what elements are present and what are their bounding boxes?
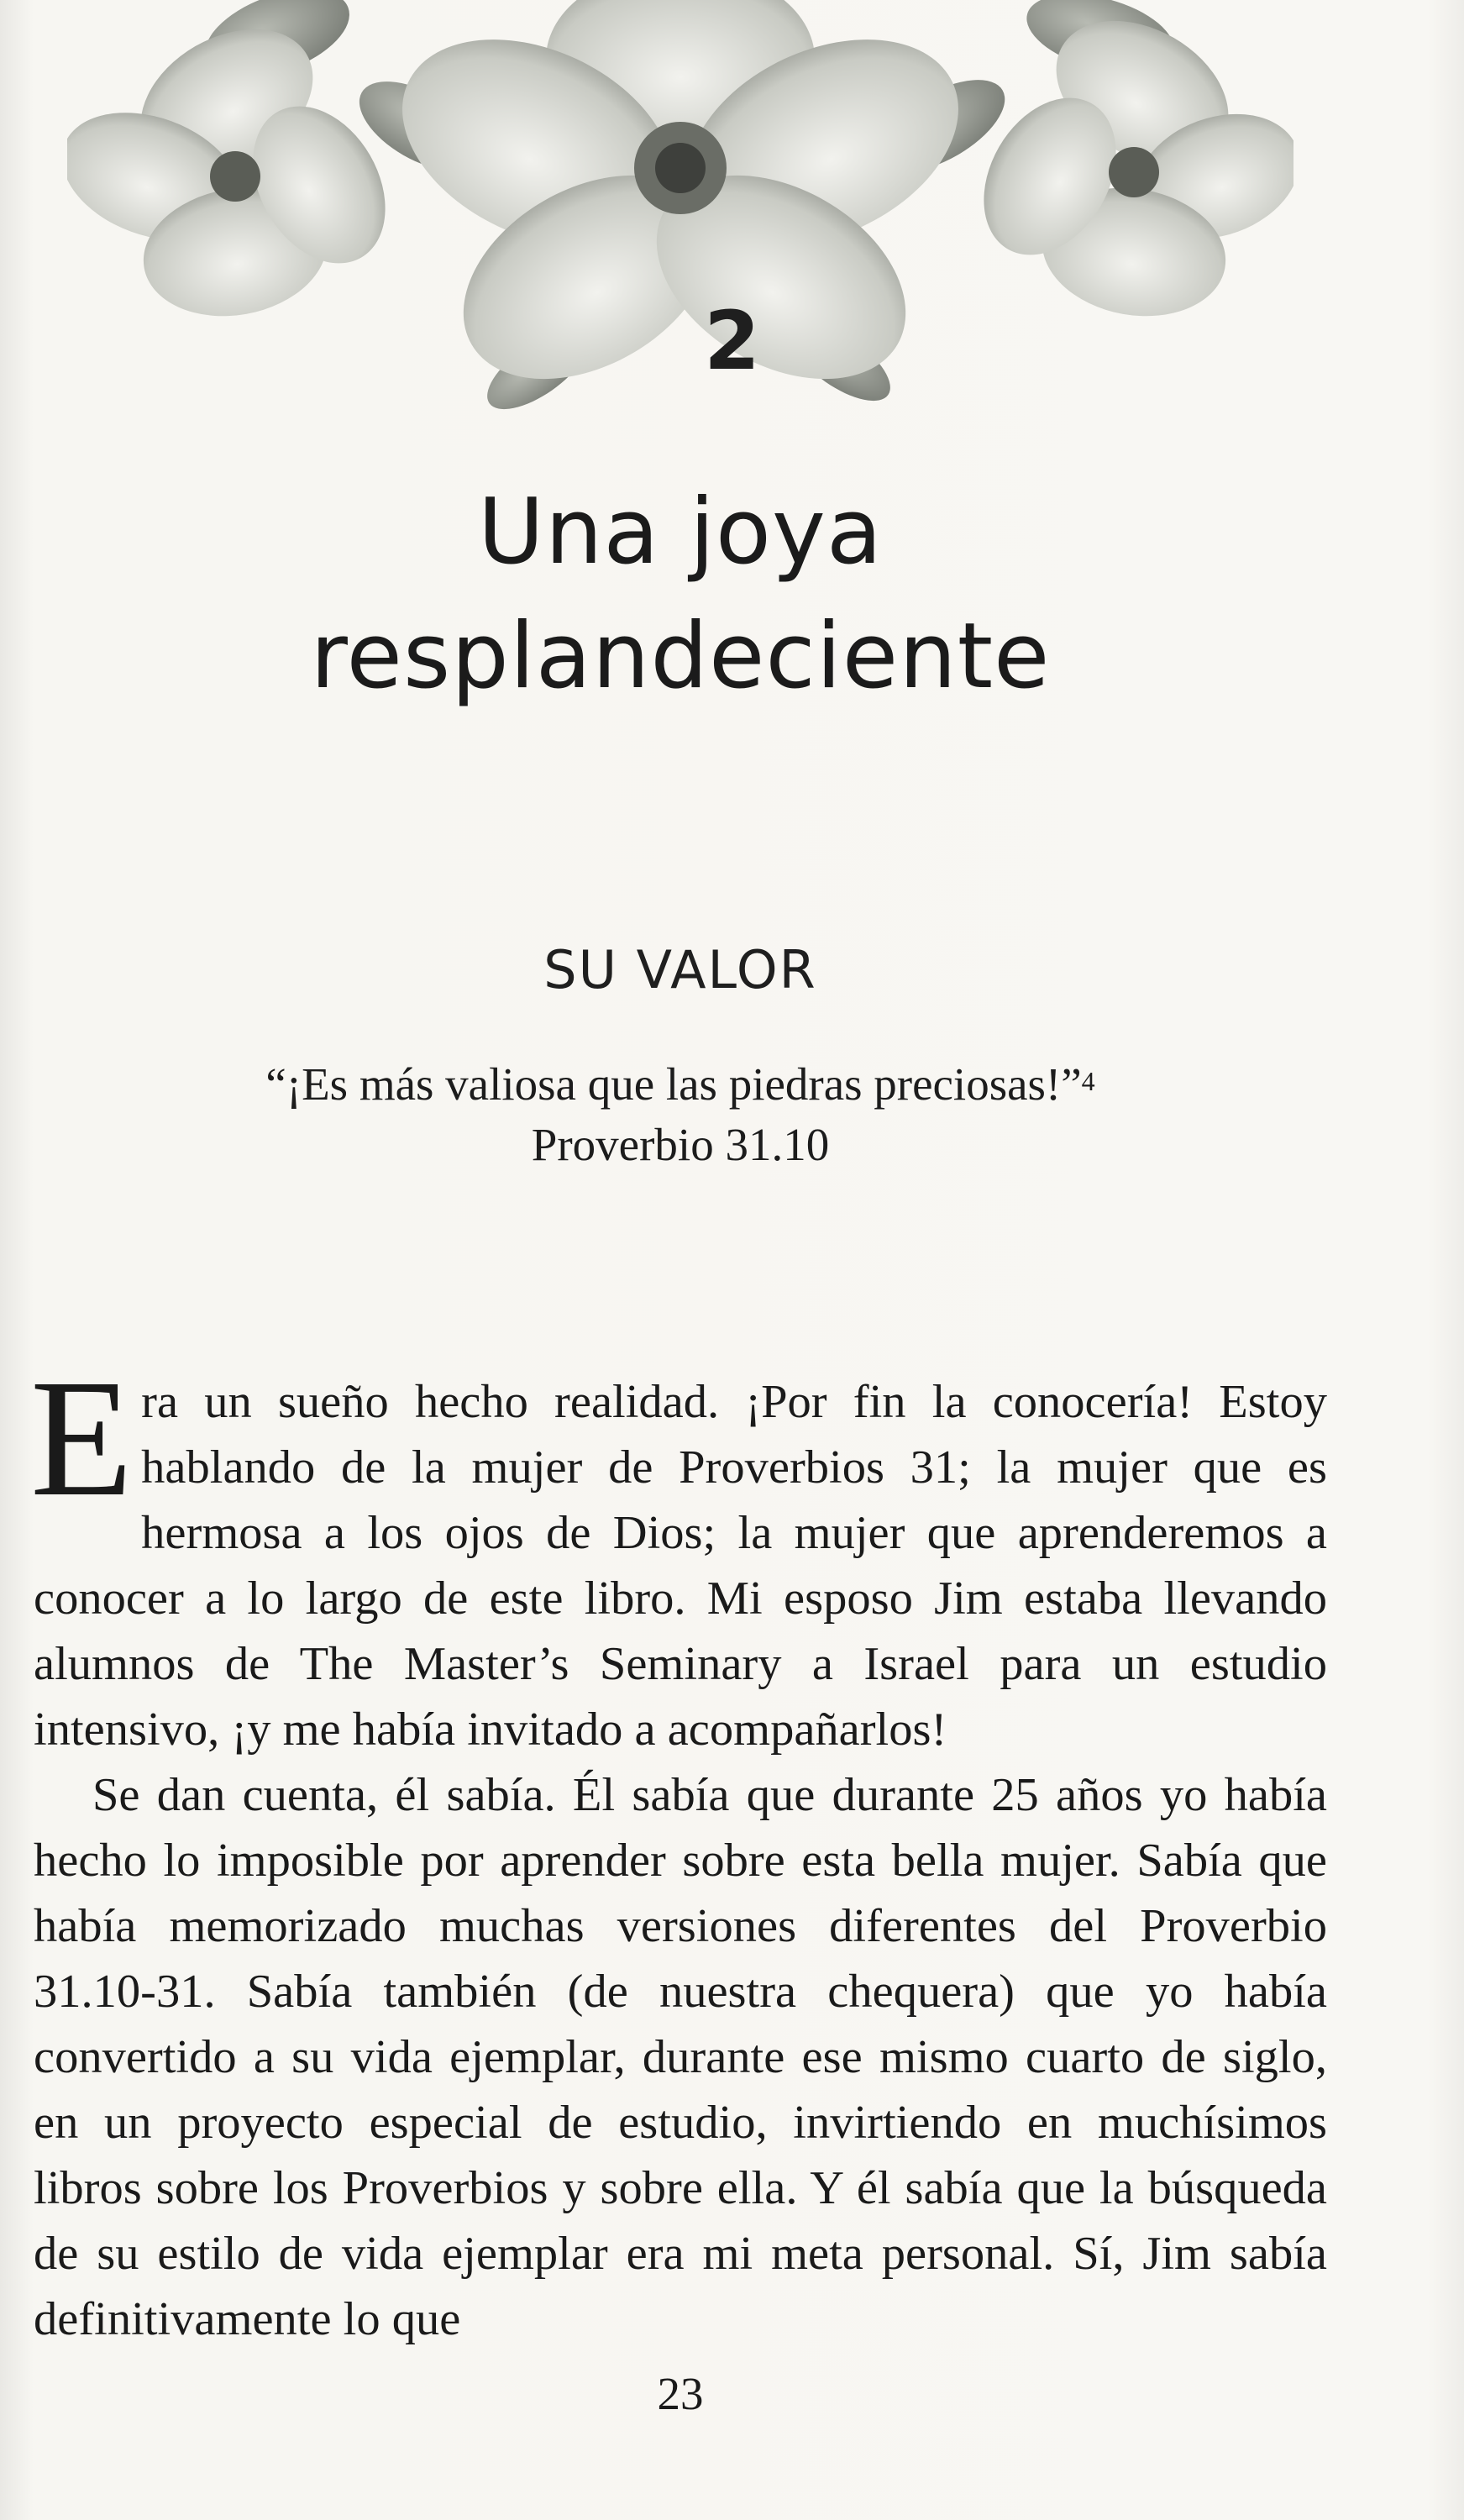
chapter-title — [0, 470, 1361, 719]
drop-cap: E — [30, 1346, 134, 1531]
page-number: 23 — [657, 2368, 704, 2419]
paragraph-2: Se dan cuenta, él sabía. Él sabía que durante 25 años yo había hecho lo imposible por aprender sobre esta bella mujer. Sabía que había memorizado muchas versiones diferentes del Proverbio 31.10-31. Sabía también (de nuestra chequera) que yo había convertido a su vida ejemplar, durante ese mismo cuarto de siglo, en un proyecto especial de estudio, invirtiendo en muchísimos libros sobre los Proverbios y sobre ella. Y él sabía que la búsqueda de su estilo de vida ejemplar era mi meta personal. Sí, Jim sabía definitivamente lo que — [34, 1769, 1327, 2345]
footnote-marker: 4 — [1081, 1066, 1095, 1096]
chapter-number: 2 — [704, 294, 760, 388]
epigraph — [0, 1054, 1361, 1175]
epigraph-source: Proverbio 31.10 — [531, 1119, 830, 1170]
chapter-title-line-1: Una joya — [477, 480, 884, 585]
epigraph-quote-line — [0, 1054, 1361, 1115]
right-flower — [957, 0, 1293, 330]
chapter-title-line-2: resplandeciente — [310, 604, 1051, 709]
left-flower — [67, 0, 412, 330]
body-text — [30, 1346, 1327, 2352]
epigraph-quote: “¡Es más valiosa que las piedras preciosas!” — [265, 1058, 1082, 1110]
paragraph-1-text: ra un sueño hecho realidad. ¡Por fin la conocería! Estoy hablando de la mujer de Proverbios 31; la mujer que es hermosa a los ojos de Dios; la mujer que aprenderemos a conocer a lo largo de este libro. Mi esposo Jim estaba llevando alumnos de The Master’s Seminary a Israel para un estudio intensivo, ¡y me había invitado a acompañarlos! — [34, 1376, 1327, 1756]
paragraph-1 — [30, 1346, 1327, 1762]
section-heading: SU VALOR — [543, 939, 817, 1000]
